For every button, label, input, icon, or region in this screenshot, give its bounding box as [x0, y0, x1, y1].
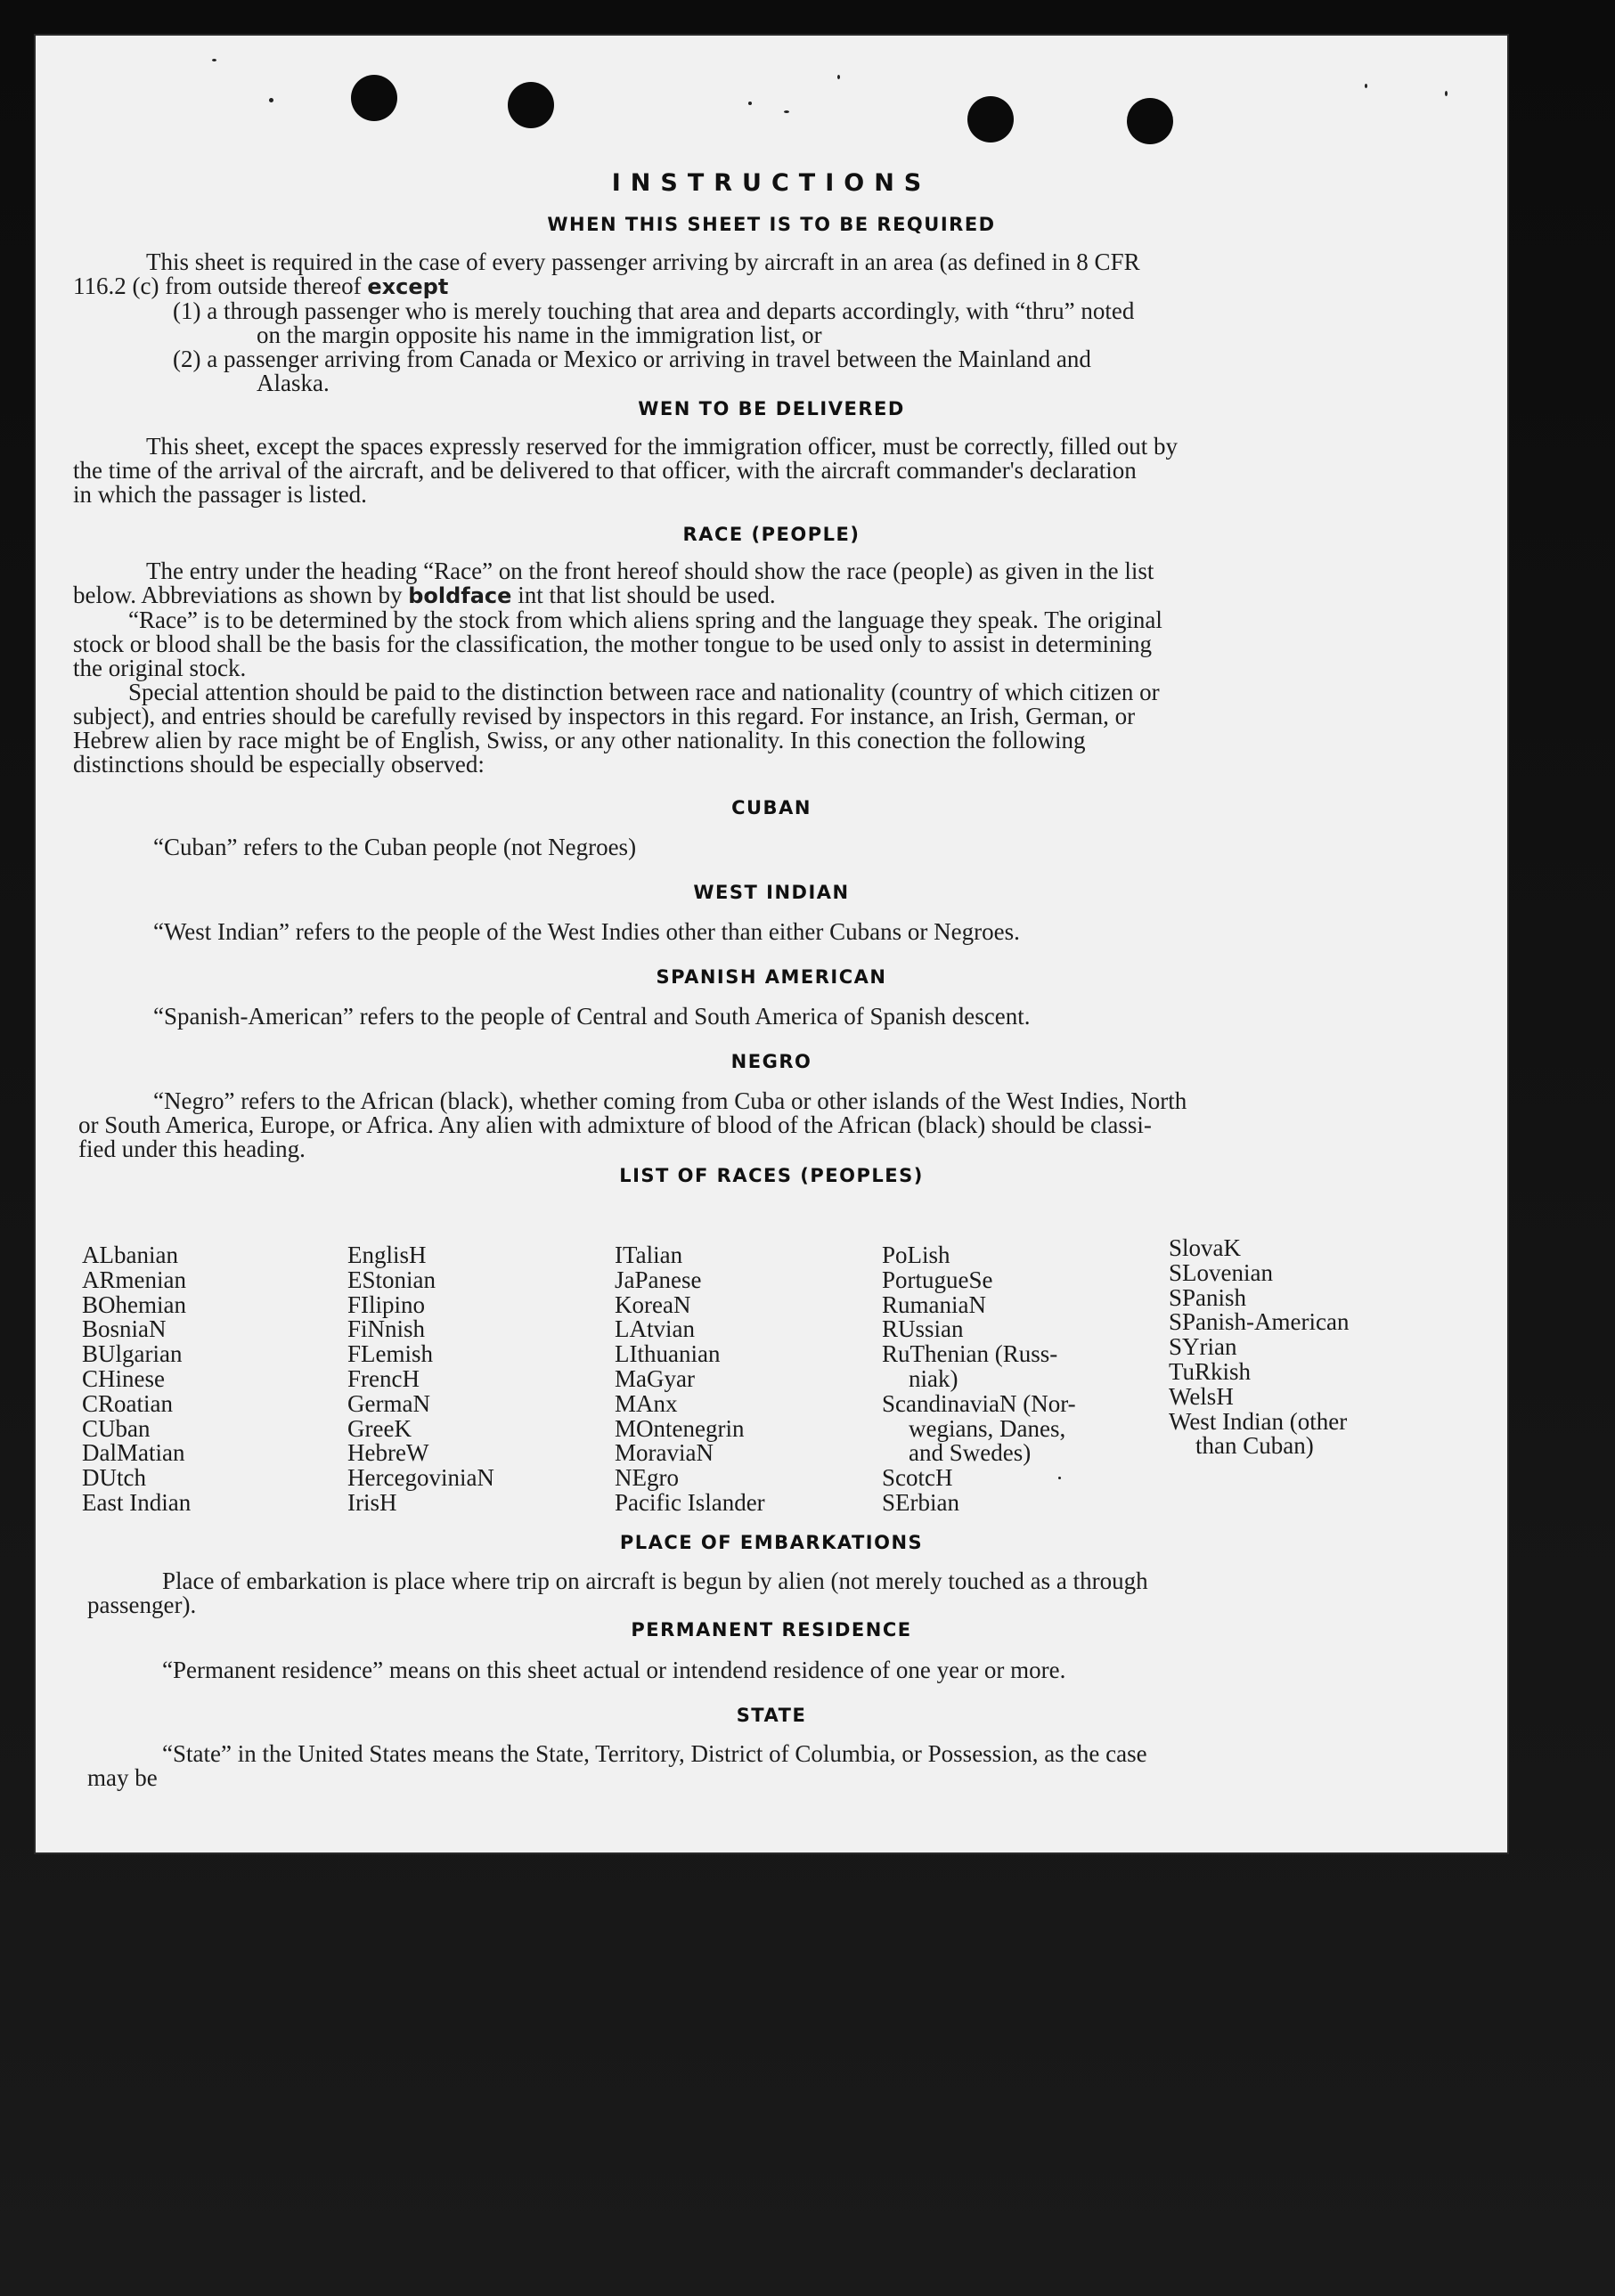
race-list-item: RumaniaN [882, 1290, 986, 1318]
race-paragraph [73, 559, 1425, 777]
race-list-item: HercegoviniaN [347, 1464, 494, 1492]
race-list-column-2 [347, 1243, 494, 1516]
race-list-item: MAnx [615, 1389, 678, 1417]
race-list-item: SLovenian [1169, 1258, 1273, 1286]
text-line: “Negro” refers to the African (black), whether coming from Cuba or other islands of the West Indies, North [153, 1087, 1187, 1114]
race-list-item: BosniaN [82, 1315, 167, 1343]
section-heading-race: RACE (PEOPLE) [682, 524, 861, 545]
punch-hole [351, 75, 397, 121]
section-heading-residence: PERMANENT RESIDENCE [631, 1619, 912, 1641]
race-list-item: CHinese [82, 1364, 165, 1392]
race-list-item: BUlgarian [82, 1340, 183, 1368]
required-paragraph [73, 250, 1416, 395]
race-list-item: TuRkish [1169, 1357, 1252, 1385]
race-list-item: niak) [909, 1364, 958, 1392]
punch-hole [1127, 98, 1173, 144]
text-line [73, 274, 1416, 299]
race-list-item: IrisH [347, 1488, 397, 1516]
negro-paragraph [78, 1089, 1431, 1161]
text-line: the time of the arrival of the aircraft, and be delivered to that officer, with the aircraft commander's declaration [73, 457, 1137, 484]
race-list-item: WelsH [1169, 1382, 1234, 1410]
race-list-item: MaGyar [615, 1364, 695, 1392]
race-list-item: MOntenegrin [615, 1414, 745, 1442]
race-list-column-1 [82, 1243, 191, 1516]
scan-speck [837, 75, 840, 79]
race-list-item: CRoatian [82, 1389, 173, 1417]
race-list-item: EnglisH [347, 1242, 427, 1268]
race-list-column-3 [615, 1243, 765, 1516]
race-list-item: FrencH [347, 1364, 420, 1392]
race-list-item: PoLish [882, 1242, 950, 1268]
text-line: may be [87, 1764, 158, 1791]
section-heading-embarkation: PLACE OF EMBARKATIONS [619, 1532, 924, 1553]
scan-speck [1365, 84, 1367, 88]
race-list-item: than Cuban) [1195, 1432, 1314, 1460]
section-heading-spanish-american: SPANISH AMERICAN [656, 966, 887, 988]
race-list-item: RuThenian (Russ- [882, 1340, 1058, 1368]
section-heading-delivered: WEN TO BE DELIVERED [638, 398, 905, 419]
race-list-item: BOhemian [82, 1290, 186, 1318]
section-heading-west-indian: WEST INDIAN [693, 882, 850, 903]
text-line [73, 583, 1425, 608]
text-span: int that list should be used. [511, 582, 776, 608]
text-line: The entry under the heading “Race” on the front hereof should show the race (people) as given in the list [146, 558, 1154, 584]
race-list-item: NEgro [615, 1464, 679, 1492]
spanish-american-text: “Spanish-American” refers to the people of Central and South America of Spanish descent. [153, 1003, 1031, 1030]
race-list-item: and Swedes) [909, 1439, 1032, 1467]
text-line: passenger). [87, 1592, 197, 1618]
race-list-item: HebreW [347, 1439, 429, 1467]
text-line: distinctions should be especially observed: [73, 751, 485, 778]
punch-hole [508, 82, 554, 128]
west-indian-text: “West Indian” refers to the people of the West Indies other than either Cubans or Negroes. [153, 918, 1020, 945]
text-line: Alaska. [257, 370, 330, 396]
race-list-item: RUssian [882, 1315, 964, 1343]
section-heading-cuban: CUBAN [731, 797, 812, 818]
race-list-item: SErbian [882, 1488, 959, 1516]
race-list-item: SPanish [1169, 1283, 1247, 1311]
text-span: below. Abbreviations as shown by [73, 582, 409, 608]
race-list-item: West Indian (other [1169, 1407, 1348, 1435]
document-page [36, 36, 1507, 1852]
text-line: “Race” is to be determined by the stock from which aliens spring and the language they speak. The original [128, 607, 1162, 633]
race-list-column-4 [882, 1243, 1076, 1516]
race-list-item: ScandinaviaN (Nor- [882, 1389, 1076, 1417]
text-span: 116.2 (c) from outside thereof [73, 273, 368, 299]
race-list-item: GermaN [347, 1389, 430, 1417]
scan-speck [212, 59, 216, 61]
text-line: This sheet is required in the case of every passenger arriving by aircraft in an area (as defined in 8 CFR [146, 248, 1140, 275]
race-list-item: ITalian [615, 1242, 683, 1268]
race-list-item: CUban [82, 1414, 151, 1442]
section-heading-list: LIST OF RACES (PEOPLES) [619, 1165, 924, 1186]
scan-speck [784, 110, 789, 113]
race-list-item: MoraviaN [615, 1439, 714, 1467]
race-list-item: EStonian [347, 1266, 436, 1293]
punch-hole [967, 96, 1014, 142]
text-line: fied under this heading. [78, 1136, 306, 1162]
scan-speck [748, 102, 752, 105]
embarkation-paragraph [87, 1569, 1434, 1617]
race-list-item: PortugueSe [882, 1266, 993, 1293]
race-list-item: FiNnish [347, 1315, 426, 1343]
race-list-item: SPanish-American [1169, 1308, 1350, 1336]
text-line: on the margin opposite his name in the immigration list, or [257, 322, 822, 348]
text-line: stock or blood shall be the basis for the classification, the mother tongue to be used only to assist in determining [73, 631, 1153, 657]
race-list-item: JaPanese [615, 1266, 702, 1293]
race-list-item: DUtch [82, 1464, 146, 1492]
section-heading-negro: NEGRO [730, 1051, 812, 1072]
section-heading-state: STATE [736, 1705, 807, 1726]
race-list-item: FLemish [347, 1340, 434, 1368]
text-line: (2) a passenger arriving from Canada or Mexico or arriving in travel between the Mainland and [173, 346, 1091, 372]
race-list-item: DalMatian [82, 1439, 185, 1467]
bold-word-boldface: boldface [408, 583, 512, 608]
race-list-item: East Indian [82, 1488, 192, 1516]
race-list-item: SlovaK [1169, 1234, 1241, 1261]
text-line: This sheet, except the spaces expressly reserved for the immigration officer, must be correctly, filled out by [146, 433, 1179, 460]
text-line: in which the passager is listed. [73, 481, 367, 508]
race-list-item: ScotcH [882, 1464, 953, 1492]
race-list-item: Pacific Islander [615, 1488, 765, 1516]
race-list-item: LIthuanian [615, 1340, 721, 1368]
state-paragraph [87, 1742, 1438, 1790]
race-list-item: LAtvian [615, 1315, 695, 1343]
race-list-item: ARmenian [82, 1266, 186, 1293]
section-heading-required: WHEN THIS SHEET IS TO BE REQUIRED [547, 214, 996, 235]
text-line: “State” in the United States means the State, Territory, District of Columbia, or Possession, as the case [162, 1740, 1147, 1767]
scan-speck [1445, 91, 1448, 96]
text-line: Special attention should be paid to the distinction between race and nationality (country of which citizen or [128, 679, 1160, 705]
text-line: Place of embarkation is place where trip on aircraft is begun by alien (not merely touched as a through [162, 1567, 1148, 1594]
race-list-item: wegians, Danes, [909, 1414, 1066, 1442]
race-list-item: ALbanian [82, 1242, 178, 1268]
race-list-item: SYrian [1169, 1333, 1237, 1361]
text-line: Hebrew alien by race might be of English, Swiss, or any other nationality. In this conection the following [73, 727, 1086, 753]
text-line: (1) a through passenger who is merely touching that area and departs accordingly, with “thru” noted [173, 297, 1135, 324]
delivered-paragraph [73, 435, 1425, 507]
scan-speck [269, 98, 273, 102]
residence-text: “Permanent residence” means on this sheet actual or intendend residence of one year or more. [162, 1657, 1066, 1683]
text-line: the original stock. [73, 655, 247, 681]
cuban-text: “Cuban” refers to the Cuban people (not Negroes) [153, 834, 637, 860]
race-list-item: GreeK [347, 1414, 412, 1442]
bold-word-except: except [367, 274, 449, 299]
text-line: or South America, Europe, or Africa. Any alien with admixture of blood of the African (black) should be classi- [78, 1111, 1152, 1138]
document-title: INSTRUCTIONS [611, 169, 932, 197]
race-list-item: KoreaN [615, 1290, 691, 1318]
race-list-column-5 [1169, 1236, 1349, 1459]
text-line: subject), and entries should be carefully revised by inspectors in this regard. For instance, an Irish, German, or [73, 703, 1136, 729]
race-list-item: FIlipino [347, 1290, 426, 1318]
